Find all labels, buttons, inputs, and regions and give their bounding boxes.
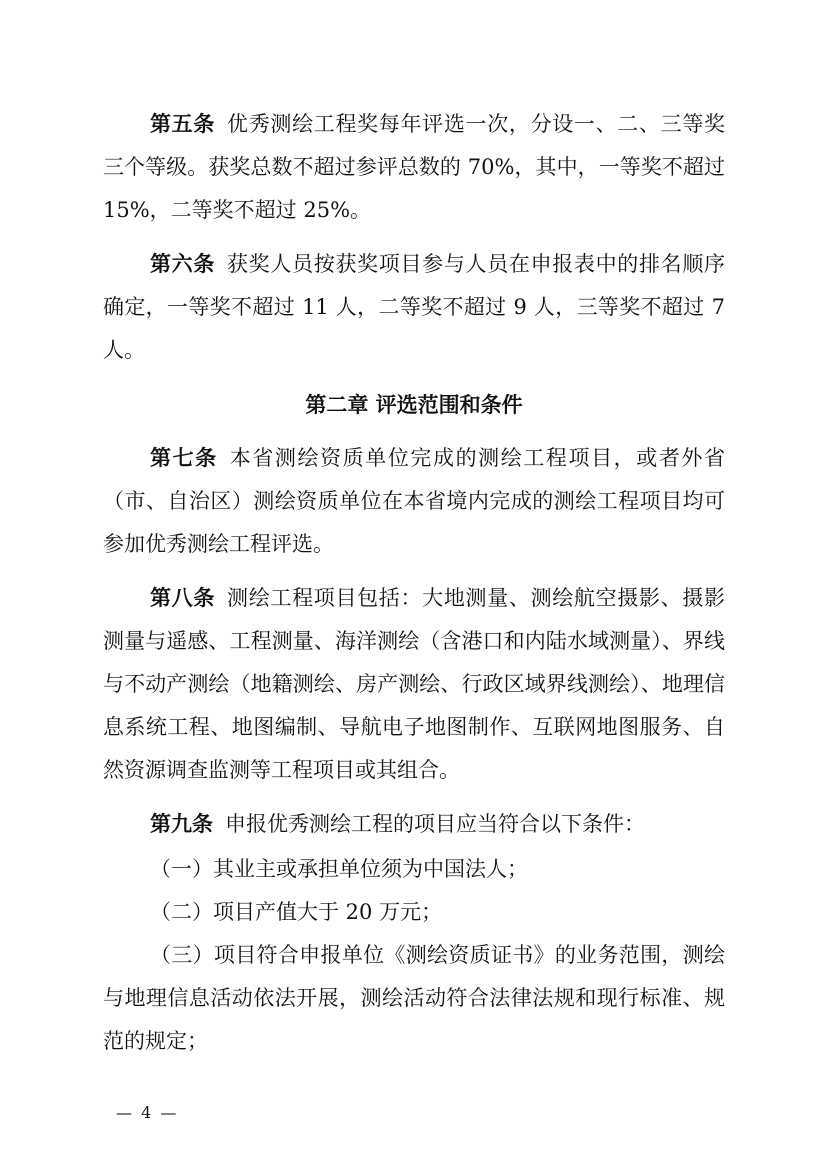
article-8-label: 第八条 (150, 586, 216, 610)
article-7 (103, 437, 725, 566)
article-9-label: 第九条 (150, 812, 213, 836)
article-5-text: 优秀测绘工程奖每年评选一次，分设一、二、三等奖三个等级。获奖总数不超过参评总数的 70%，其中，一等奖不超过 15%，二等奖不超过 25%。 (103, 112, 726, 222)
page-number: — 4 — (116, 1103, 179, 1122)
article-6 (103, 243, 725, 372)
article-9-text: 申报优秀测绘工程的项目应当符合以下条件： (225, 812, 645, 836)
article-6-label: 第六条 (150, 252, 216, 276)
article-5 (103, 103, 725, 232)
condition-1: （一）其业主或承担单位须为中国法人； (150, 857, 528, 881)
article-6-text: 获奖人员按获奖项目参与人员在申报表中的排名顺序确定，一等奖不超过 11 人，二等奖不超过 9 人，三等奖不超过 7 人。 (103, 252, 726, 362)
article-7-label: 第七条 (150, 446, 218, 470)
article-9 (103, 803, 725, 846)
condition-2: （二）项目产值大于 20 万元； (150, 900, 443, 924)
article-5-label: 第五条 (150, 112, 216, 136)
article-7-text: 本省测绘资质单位完成的测绘工程项目，或者外省（市、自治区）测绘资质单位在本省境内完成的测绘工程项目均可参加优秀测绘工程评选。 (103, 446, 725, 556)
article-8-text: 测绘工程项目包括：大地测量、测绘航空摄影、摄影测量与遥感、工程测量、海洋测绘（含港口和内陆水域测量）、界线与不动产测绘（地籍测绘、房产测绘、行政区域界线测绘）、地理信息系统工程、地图编制、导航电子地图制作、互联网地图服务、自然资源调查监测等工程项目或其组合。 (103, 586, 726, 782)
article-8 (103, 577, 725, 792)
chapter-heading: 第二章 评选范围和条件 (305, 393, 523, 417)
condition-3: （三）项目符合申报单位《测绘资质证书》的业务范围，测绘与地理信息活动依法开展，测绘活动符合法律法规和现行标准、规范的规定； (103, 943, 725, 1053)
